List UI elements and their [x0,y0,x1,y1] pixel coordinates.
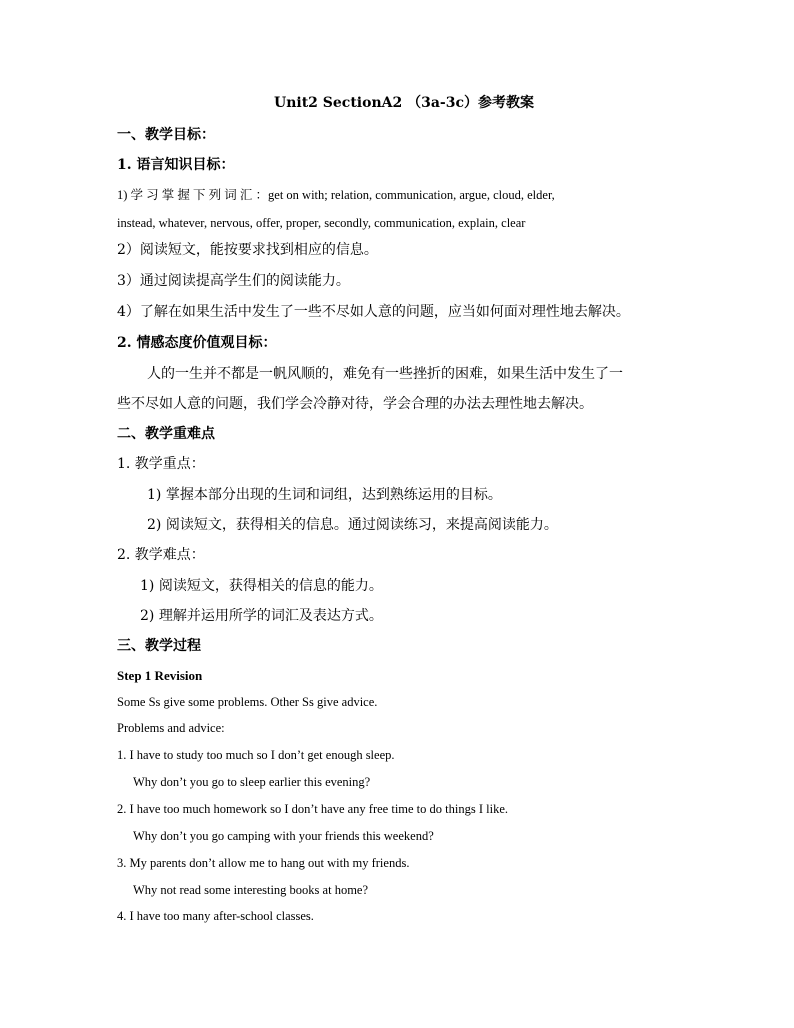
section-heading-key-points: 二、教学重难点 [117,426,215,442]
advice-item: Why don’t you go camping with your friends this weekend? [133,829,434,843]
objective-item-1-line-1: 1) 学 习 掌 握 下 列 词 汇 ：get on with; relation, communication, argue, cloud, elder, [117,188,555,202]
objective-item-1-line-2: instead, whatever, nervous, offer, proper, secondly, communication, explain, clear [117,216,526,230]
advice-item: Why not read some interesting books at home? [133,883,369,897]
advice-item: Why don’t you go to sleep earlier this evening? [133,775,371,789]
difficulty-label: 2. 教学难点： [117,547,205,563]
objective-item-3: 3）通过阅读提高学生们的阅读能力。 [117,273,350,289]
problem-item: 4. I have too many after-school classes. [117,909,314,923]
subheading-attitude: 2. 情感态度价值观目标： [117,335,277,351]
attitude-paragraph-line-2: 些不尽如人意的问题，我们学会冷静对待，学会合理的办法去理性地去解决。 [117,396,593,412]
objective-item-2: 2）阅读短文，能按要求找到相应的信息。 [117,242,378,258]
subheading-knowledge: 1. 语言知识目标： [117,157,235,173]
focus-item-1: 1) 掌握本部分出现的生词和词组，达到熟练运用的目标。 [147,487,502,503]
step-1-heading: Step 1 Revision [117,668,203,683]
problem-item: 2. I have too much homework so I don’t have any free time to do things I like. [117,802,508,816]
difficulty-item-1: 1) 阅读短文，获得相关的信息的能力。 [140,578,383,594]
problem-item: 1. I have to study too much so I don’t get enough sleep. [117,748,395,762]
section-heading-process: 三、教学过程 [117,638,201,654]
problems-advice-label: Problems and advice: [117,721,225,735]
focus-item-2: 2) 阅读短文，获得相关的信息。通过阅读练习，来提高阅读能力。 [147,517,558,533]
focus-label: 1. 教学重点： [117,456,205,472]
objective-item-4: 4）了解在如果生活中发生了一些不尽如人意的问题，应当如何面对理性地去解决。 [117,304,630,320]
attitude-paragraph-line-1: 人的一生并不都是一帆风顺的，难免有一些挫折的困难，如果生活中发生了一 [147,366,623,382]
step-1-intro: Some Ss give some problems. Other Ss give advice. [117,695,378,709]
problem-item: 3. My parents don’t allow me to hang out with my friends. [117,856,410,870]
section-heading-objectives: 一、教学目标： [117,127,215,143]
difficulty-item-2: 2) 理解并运用所学的词汇及表达方式。 [140,608,383,624]
page-title: Unit2 SectionA2 （3a-3c）参考教案 [274,95,534,111]
